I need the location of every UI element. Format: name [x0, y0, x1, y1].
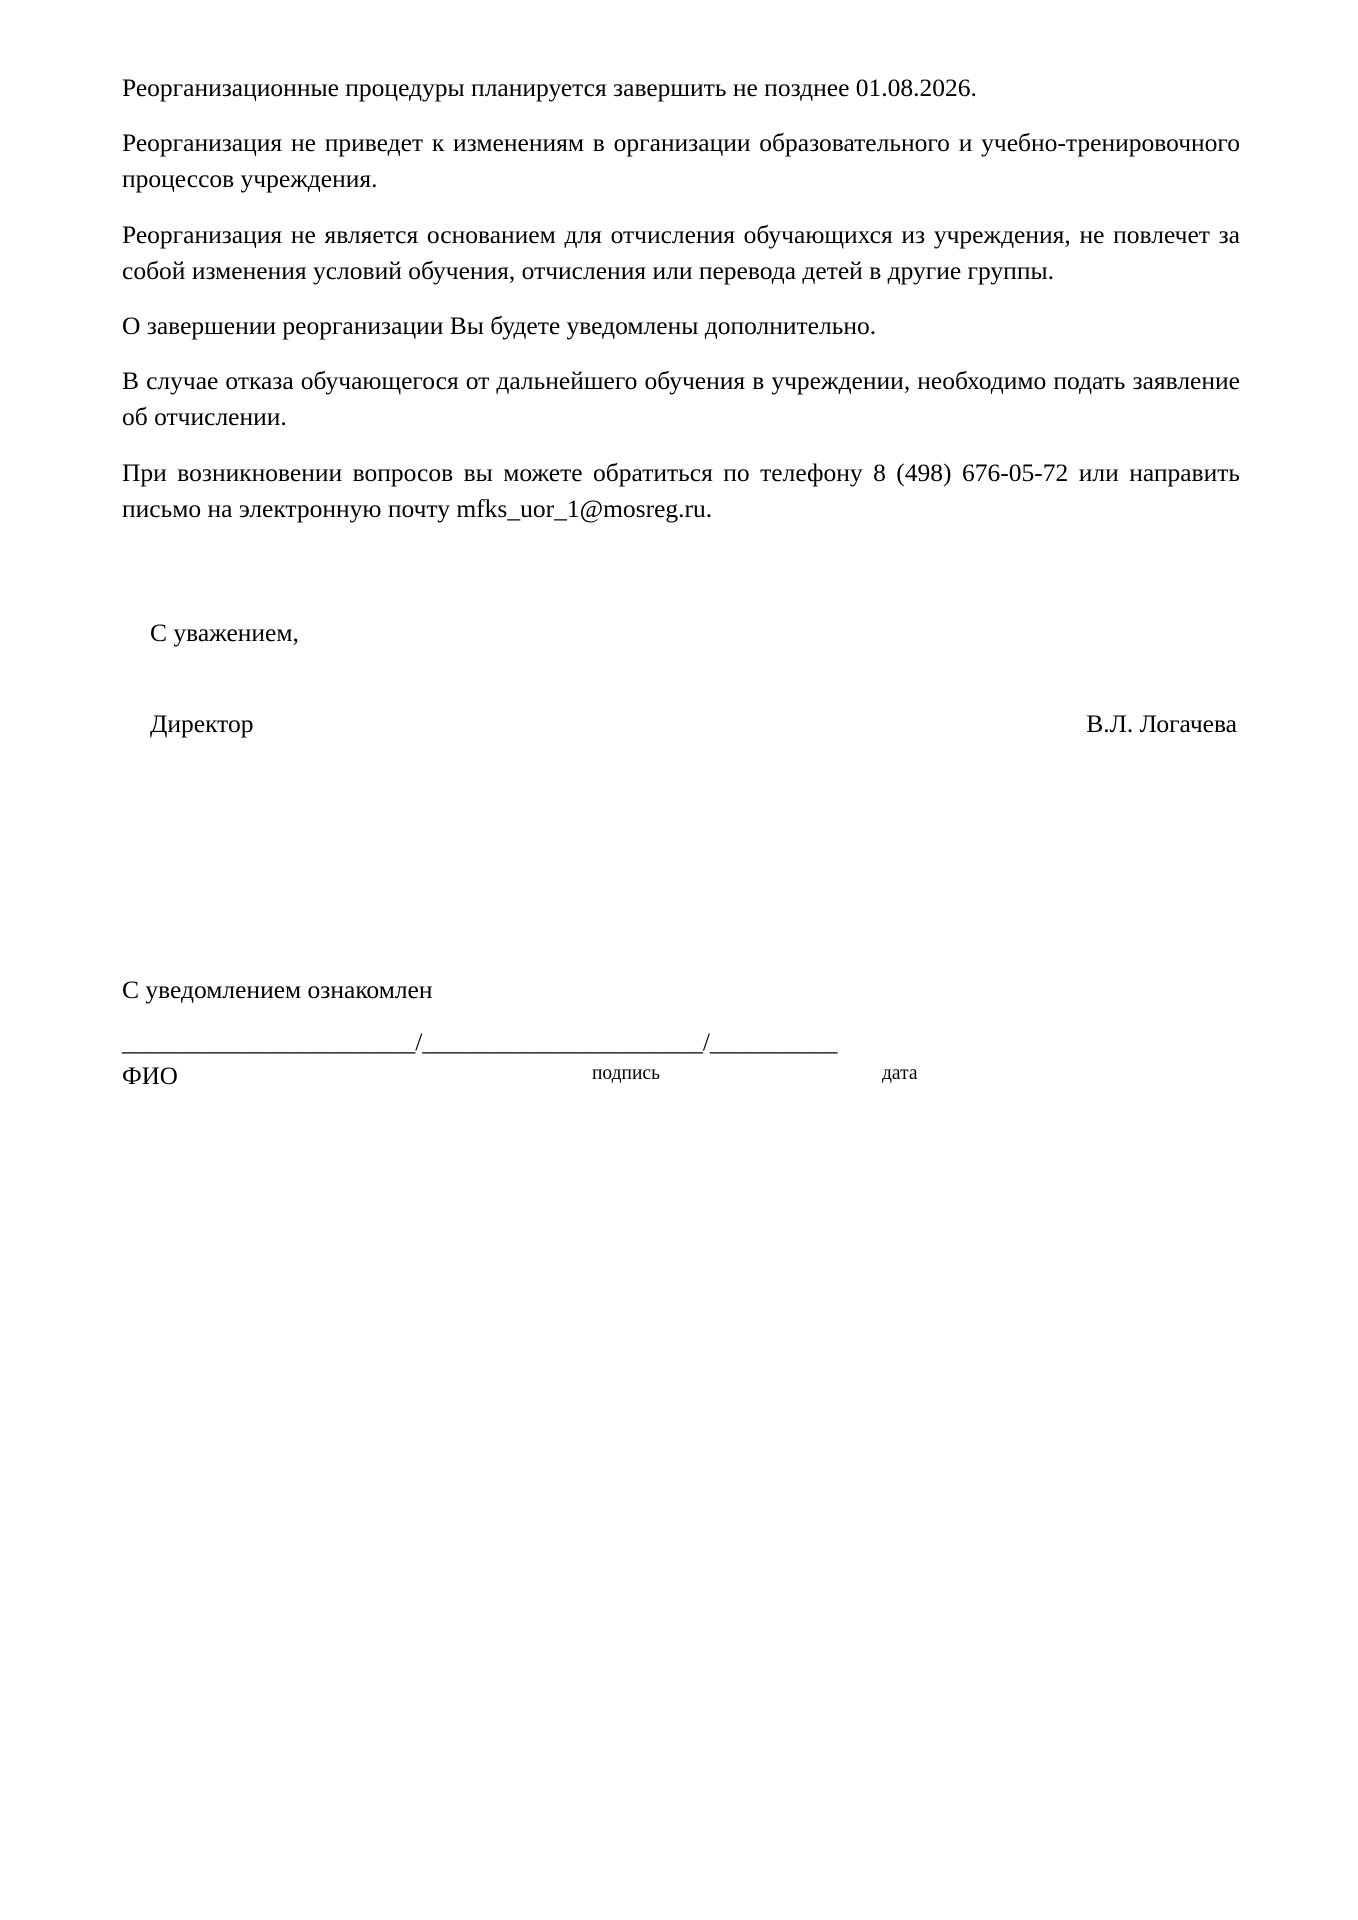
label-signature: подпись — [592, 1063, 660, 1085]
acknowledgement-title: С уведомлением ознакомлен — [122, 975, 433, 1005]
label-fio: ФИО — [122, 1063, 178, 1091]
paragraph-contacts: При возникновении вопросов вы можете обратиться по телефону 8 (498) 676-05-72 или направить письмо на электронную почту mfks_uor_1@mosreg.ru. — [122, 457, 1240, 523]
signature-name: В.Л. Логачева — [1086, 709, 1237, 739]
acknowledgement-labels — [122, 1063, 1240, 1097]
paragraph-no-expulsion-grounds: Реорганизация не является основанием для отчисления обучающихся из учреждения, не повлечет за собой изменения условий обучения, отчисления или перевода детей в другие группы. — [122, 219, 1240, 285]
signature-row — [150, 706, 1240, 742]
signature-regards: С уважением, — [150, 618, 299, 648]
paragraph-refusal-procedure: В случае отказа обучающегося от дальнейшего обучения в учреждении, необходимо подать заявление об отчислении. — [122, 366, 1240, 432]
paragraph-no-process-change: Реорганизация не приведет к изменениям в организации образовательного и учебно-тренировочного процессов учреждения. — [122, 128, 1240, 194]
acknowledgement-block — [122, 972, 1240, 1097]
paragraph-completion-deadline: Реорганизационные процедуры планируется завершить не позднее 01.08.2026. — [122, 73, 977, 102]
label-date: дата — [882, 1063, 918, 1085]
signature-block — [122, 615, 1240, 742]
signature-role: Директор — [150, 709, 254, 739]
paragraph-completion-notice: О завершении реорганизации Вы будете уведомлены дополнительно. — [122, 311, 877, 341]
acknowledgement-rule-line: _______________________/______________________/__________ — [122, 1026, 838, 1056]
